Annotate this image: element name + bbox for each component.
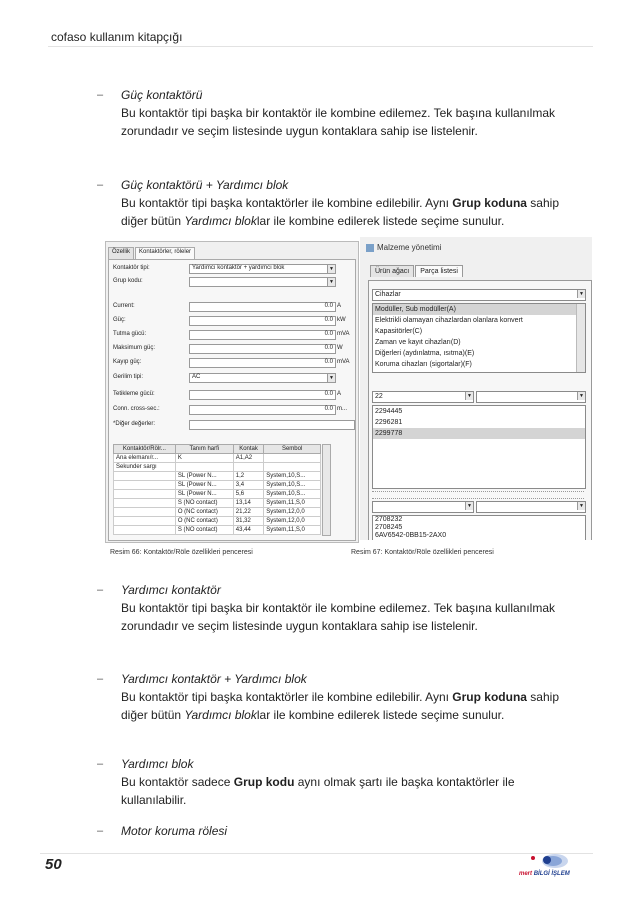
other-values-row: *Diğer değerler: (113, 420, 353, 430)
tab-urun-agaci[interactable]: Ürün ağacı (370, 265, 414, 277)
power-row: Güç: 0.0 kW (113, 316, 353, 326)
item-title: Motor koruma rölesi (121, 824, 228, 838)
table-cell: S (NO contact) (175, 526, 233, 535)
list-item[interactable]: 6AV6542-0BB15-2AX0 (375, 532, 447, 539)
item-title: Yardımcı kontaktör (121, 583, 221, 597)
table-cell (233, 463, 264, 472)
chevron-down-icon: ▼ (465, 502, 473, 510)
table-row[interactable] (114, 508, 321, 517)
parts-panel (368, 280, 592, 540)
parts-list-2[interactable] (372, 515, 586, 540)
item-body: Bu kontaktör sadece Grup kodu aynı olmak şartı ile başka kontaktörler ile kullanılabilir. (121, 775, 515, 807)
filter-combo-left-2[interactable] (372, 501, 474, 513)
list-item[interactable]: Diğerleri (aydınlatma, ısıtma)(E) (375, 350, 475, 357)
table-header[interactable]: Tanım harfi (175, 445, 233, 454)
contacts-table (113, 444, 321, 535)
item-title: Güç kontaktörü + Yardımcı blok (121, 178, 289, 192)
item-body: Bu kontaktör tipi başka bir kontaktör ile kombine edilemez. Tek başına kullanılmak zorundadır ve seçim listesinde uygun kontaklara sahip ise listelenir. (121, 106, 555, 138)
item-title: Yardımcı kontaktör + Yardımcı blok (121, 672, 307, 686)
window-tabs (370, 265, 464, 277)
max-power-input[interactable]: 0.0 (189, 344, 336, 354)
item-title: Güç kontaktörü (121, 88, 203, 102)
category-select[interactable]: Cihazlar ▼ (372, 289, 586, 301)
company-logo (519, 852, 579, 882)
table-cell (114, 490, 176, 499)
list-item[interactable]: Elektrikli olamayan cihazlardan olanlara konvert (375, 317, 523, 324)
table-cell (114, 517, 176, 526)
list-dash: – (97, 758, 104, 770)
list-item[interactable]: 2708245 (375, 524, 403, 531)
table-cell (114, 499, 176, 508)
cross-section-input[interactable]: 0.0 (189, 405, 336, 415)
table-cell: System,11,S,0 (264, 499, 321, 508)
table-cell: O (NC contact) (175, 508, 233, 517)
table-row[interactable] (114, 454, 321, 463)
max-power-row: Maksimum güç: 0.0 W (113, 344, 353, 354)
table-cell: SL (Power N... (175, 472, 233, 481)
material-icon (366, 244, 374, 252)
table-row[interactable] (114, 517, 321, 526)
chevron-down-icon: ▼ (327, 374, 335, 382)
table-cell: Ana elemanı/r... (114, 454, 176, 463)
chevron-down-icon: ▼ (577, 502, 585, 510)
list-item[interactable]: Kapasitörler(C) (375, 328, 423, 335)
material-management-window (360, 237, 592, 540)
table-header[interactable]: Kontak (233, 445, 264, 454)
item-title: Yardımcı blok (121, 757, 194, 771)
voltage-type-select[interactable]: AC ▼ (189, 373, 336, 383)
table-cell (114, 481, 176, 490)
list-scrollbar[interactable] (576, 304, 585, 372)
table-cell: System,10,S... (264, 472, 321, 481)
table-row[interactable] (114, 526, 321, 535)
list-item[interactable]: 2299778 (373, 428, 585, 439)
table-cell: Sekunder sargı (114, 463, 176, 472)
table-header[interactable]: Kontaktör/Rölr... (114, 445, 176, 454)
chevron-down-icon: ▼ (327, 278, 335, 286)
table-row[interactable] (114, 490, 321, 499)
tab-kontaktorler[interactable]: Kontaktörler, röleler (135, 247, 195, 259)
trip-power-input[interactable]: 0.0 (189, 390, 336, 400)
table-cell: System,11,S,0 (264, 526, 321, 535)
item-body: Bu kontaktör tipi başka kontaktörler ile kombine edilebilir. Aynı Grup koduna sahip diğer bütün Yardımcı bloklar ile kombine edilerek listede seçime sunulur. (121, 690, 559, 722)
list-dash: – (97, 89, 104, 101)
filter-combo-left[interactable]: 22 ▼ (372, 391, 474, 403)
figure-caption-66: Resim 66: Kontaktör/Röle özellikleri penceresi (110, 549, 253, 556)
loss-power-input[interactable]: 0.0 (189, 358, 336, 368)
table-row[interactable] (114, 472, 321, 481)
table-cell: 1,2 (233, 472, 264, 481)
table-cell: 21,22 (233, 508, 264, 517)
table-cell: A1,A2 (233, 454, 264, 463)
table-cell: SL (Power N... (175, 490, 233, 499)
logo-text: mert BİLGİ İŞLEM (519, 871, 570, 877)
list-item[interactable]: 2294445 (375, 408, 403, 415)
list-item[interactable]: 2708232 (375, 516, 403, 523)
chevron-down-icon: ▼ (465, 392, 473, 400)
contactor-type-row: Kontaktör tipi: Yardımcı kontaktör + yardımcı blok ▼ (113, 264, 353, 274)
trip-power-row: Tetikleme gücü: 0.0 A (113, 390, 353, 400)
group-code-row: Grup kodu: ▼ (113, 277, 353, 287)
table-row[interactable] (114, 481, 321, 490)
current-input[interactable]: 0.0 (189, 302, 336, 312)
tab-parca-listesi[interactable]: Parça listesi (415, 265, 463, 277)
table-cell (264, 454, 321, 463)
figure-caption-67: Resim 67: Kontaktör/Röle özellikleri penceresi (351, 549, 494, 556)
properties-panel (108, 259, 356, 541)
table-cell (114, 526, 176, 535)
loss-power-row: Kayıp güç: 0.0 mVA (113, 358, 353, 368)
table-row[interactable] (114, 499, 321, 508)
other-values-input[interactable] (189, 420, 355, 430)
page-number: 50 (45, 856, 62, 873)
list-item[interactable]: Zaman ve kayıt cihazları(D) (375, 339, 461, 346)
header-divider (48, 46, 593, 47)
holding-power-input[interactable]: 0.0 (189, 330, 336, 340)
list-dash: – (97, 179, 104, 191)
page-header-title: cofaso kullanım kitapçığı (51, 30, 183, 44)
item-body: Bu kontaktör tipi başka kontaktörler ile kombine edilebilir. Aynı Grup koduna sahip diğer bütün Yardımcı bloklar ile kombine edilerek listede seçime sunulur. (121, 196, 559, 228)
table-cell: O (NC contact) (175, 517, 233, 526)
contactor-type-select[interactable]: Yardımcı kontaktör + yardımcı blok ▼ (189, 264, 336, 274)
chevron-down-icon: ▼ (577, 392, 585, 400)
list-dash: – (97, 584, 104, 596)
list-item[interactable]: Koruma cihazları (sigortalar)(F) (375, 361, 472, 368)
table-cell: System,12,0,0 (264, 508, 321, 517)
list-item[interactable]: 2296281 (375, 419, 403, 426)
category-list[interactable] (372, 303, 586, 373)
table-cell: 5,6 (233, 490, 264, 499)
filter-combo-right[interactable] (476, 391, 586, 403)
table-cell: 13,14 (233, 499, 264, 508)
table-cell: K (175, 454, 233, 463)
table-cell (114, 472, 176, 481)
cross-section-row: Conn. cross-sec.: 0.0 m... (113, 405, 353, 415)
table-cell (264, 463, 321, 472)
table-cell: 31,32 (233, 517, 264, 526)
table-cell: System,12,0,0 (264, 517, 321, 526)
parts-list-1[interactable] (372, 405, 586, 489)
table-cell: 3,4 (233, 481, 264, 490)
voltage-type-row: Gerilim tipi: AC ▼ (113, 373, 353, 383)
footer-divider (40, 853, 593, 854)
tab-ozellik[interactable]: Özellik (108, 247, 134, 259)
table-cell: System,10,S... (264, 481, 321, 490)
table-header[interactable]: Sembol (264, 445, 321, 454)
list-dash: – (97, 673, 104, 685)
holding-power-row: Tutma gücü: 0.0 mVA (113, 330, 353, 340)
chevron-down-icon: ▼ (577, 290, 585, 298)
table-cell: SL (Power N... (175, 481, 233, 490)
table-cell (114, 508, 176, 517)
item-body: Bu kontaktör tipi başka bir kontaktör ile kombine edilemez. Tek başına kullanılmak zorundadır ve seçim listesinde uygun kontaklara sahip ise listelenir. (121, 601, 555, 633)
table-cell: S (NO contact) (175, 499, 233, 508)
current-row: Current: 0.0 A (113, 302, 353, 312)
table-cell: 43,44 (233, 526, 264, 535)
table-cell: System,10,S... (264, 490, 321, 499)
window-title: Malzeme yönetimi (366, 243, 441, 252)
contactor-properties-window (105, 241, 359, 543)
chevron-down-icon: ▼ (327, 265, 335, 273)
power-input[interactable]: 0.0 (189, 316, 336, 326)
list-item[interactable]: Modüller, Sub modüller(A) (373, 304, 585, 315)
table-cell (175, 463, 233, 472)
table-scrollbar[interactable] (322, 444, 331, 536)
panel-splitter[interactable] (372, 491, 584, 499)
table-row[interactable] (114, 463, 321, 472)
group-code-select[interactable] (189, 277, 336, 287)
filter-combo-right-2[interactable] (476, 501, 586, 513)
logo-mark-icon (519, 852, 579, 872)
list-dash: – (97, 825, 104, 837)
window-tabs (108, 247, 196, 259)
